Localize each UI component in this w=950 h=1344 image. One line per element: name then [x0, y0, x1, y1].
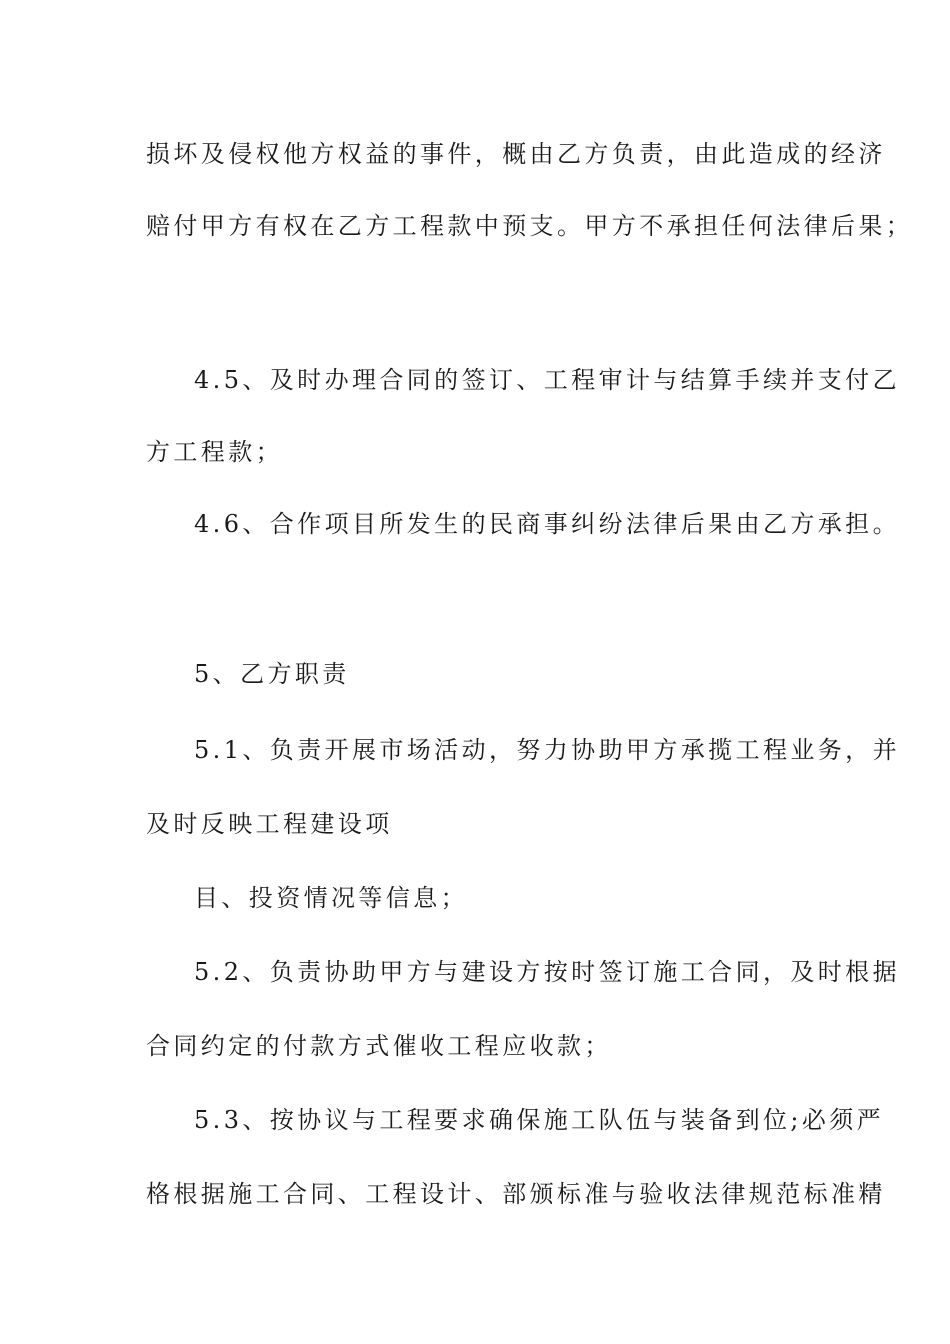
text-line: 5.2、负责协助甲方与建设方按时签订施工合同，及时根据	[194, 958, 900, 986]
text-line: 合同约定的付款方式催收工程应收款；	[146, 1032, 612, 1060]
text-line: 5.1、负责开展市场活动，努力协助甲方承揽工程业务，并	[194, 736, 900, 764]
text-line: 及时反映工程建设项	[146, 810, 393, 838]
text-line: 4.5、及时办理合同的签订、工程审计与结算手续并支付乙	[194, 366, 900, 394]
text-line: 方工程款；	[146, 438, 283, 466]
text-line: 格根据施工合同、工程设计、部颁标准与验收法律规范标准精	[146, 1180, 886, 1208]
section-heading: 5、乙方职责	[194, 660, 350, 688]
text-line: 损坏及侵权他方权益的事件，概由乙方负责，由此造成的经济	[146, 140, 886, 168]
text-line: 5.3、按协议与工程要求确保施工队伍与装备到位;必须严	[194, 1106, 885, 1134]
text-line: 4.6、合作项目所发生的民商事纠纷法律后果由乙方承担。	[194, 510, 900, 538]
text-line: 赔付甲方有权在乙方工程款中预支。甲方不承担任何法律后果；	[146, 212, 914, 240]
text-line: 目、投资情况等信息；	[194, 884, 468, 912]
